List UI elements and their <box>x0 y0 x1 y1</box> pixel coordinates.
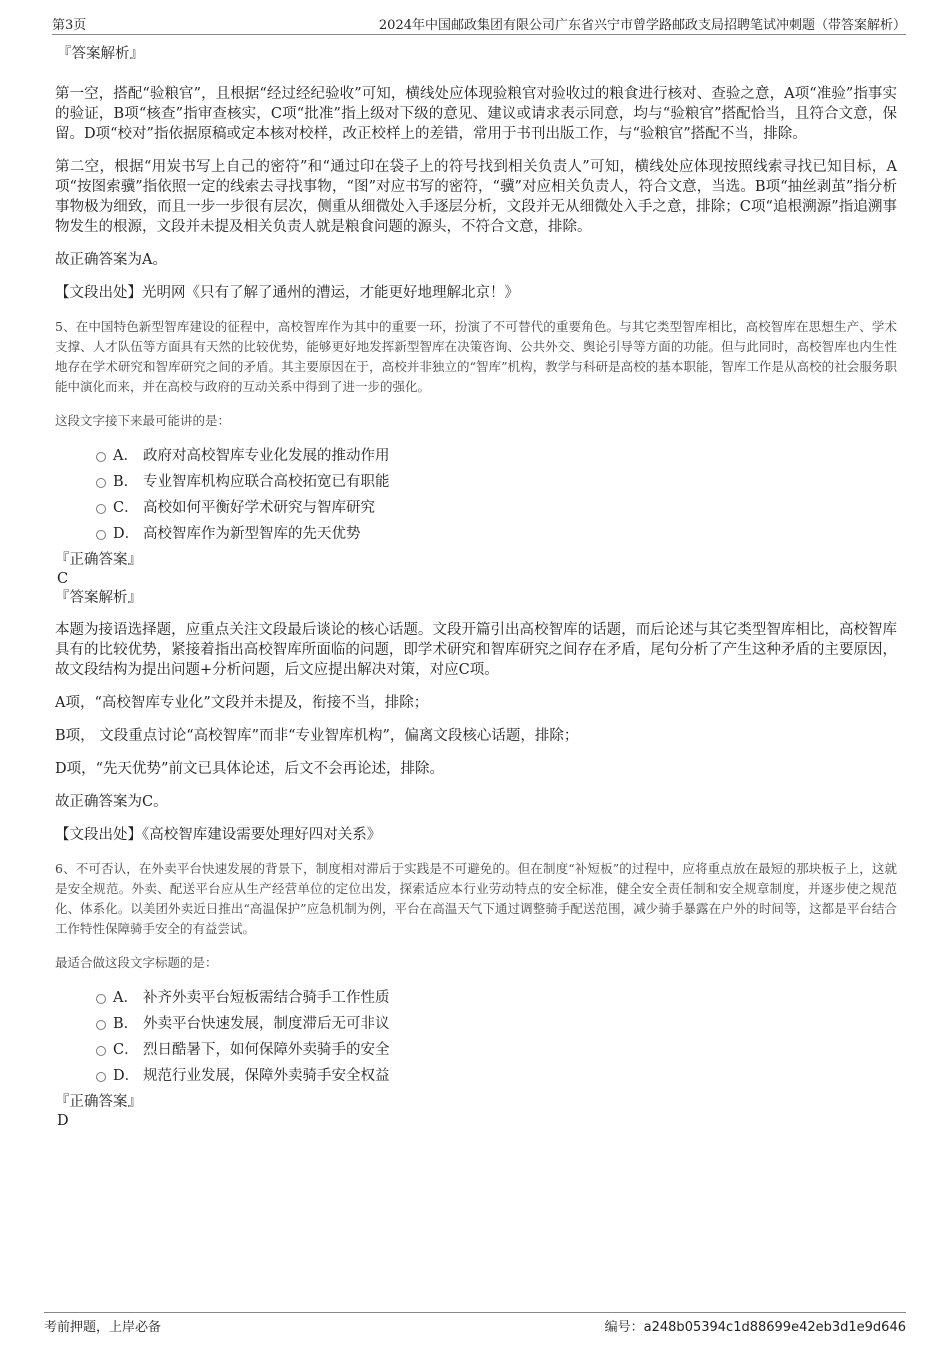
question-6-stem: 6、不可否认，在外卖平台快速发展的背景下，制度相对滞后于实践是不可避免的。但在制度“补短板”的过程中，应将重点放在最短的那块板子上，这就是安全规范。外卖、配送平台应从生产经营单位的定位出发，探索适应本行业劳动特点的安全标准，健全安全责任制和安全规章制度，并逐步使之规范化、体系化。以美团外卖近日推出“高温保护”应急机制为例，平台在高温天气下通过调整骑手配送范围，减少骑手暴露在户外的时间等，这都是平台结合工作特性保障骑手安全的有益尝试。 <box>55 861 897 936</box>
analysis-option-d: D项，“先天优势”前文已具体论述，后文不会再论述，排除。 <box>55 761 444 777</box>
correct-answer-tag: 『正确答案』 <box>55 1094 142 1110</box>
analysis-option-b: B项， 文段重点讨论“高校智库”而非“专业智库机构”，偏离文段核心话题，排除； <box>55 728 579 744</box>
source-citation: 【文段出处】光明网《只有了解了通州的漕运，才能更好地理解北京！》 <box>55 285 519 301</box>
document-code <box>605 1316 906 1335</box>
radio-icon[interactable] <box>96 478 106 488</box>
analysis-tag: 『答案解析』 <box>57 46 144 62</box>
radio-icon[interactable] <box>96 1046 106 1056</box>
option-a[interactable]: A． 政府对高校智库专业化发展的推动作用 <box>55 443 897 469</box>
code-value: a248b05394c1d88699e42eb3d1e9d646 <box>643 1320 906 1335</box>
correct-answer: D <box>57 1113 69 1129</box>
radio-icon[interactable] <box>96 1072 106 1082</box>
question-5-stem: 5、在中国特色新型智库建设的征程中，高校智库作为其中的重要一环，扮演了不可替代的重要角色。与其它类型智库相比，高校智库在思想生产、学术支撑、人才队伍等方面具有天然的比较优势，能够更好地发挥新型智库在决策咨询、公共外交、舆论引导等方面的功能。但与此同时，高校智库也内生性地存在学术研究和智库研究之间的矛盾。其主要原因在于，高校并非独立的“智库”机构，教学与科研是高校的基本职能，智库工作是从高校的社会服务职能中演化而来，并在高校与政府的互动关系中得到了进一步的强化。 <box>55 319 897 394</box>
option-b[interactable]: B． 外卖平台快速发展，制度滞后无可非议 <box>55 1011 897 1037</box>
option-c[interactable]: C． 高校如何平衡好学术研究与智库研究 <box>55 495 897 521</box>
option-d[interactable]: D． 规范行业发展，保障外卖骑手安全权益 <box>55 1063 897 1089</box>
question-6-prompt: 最适合做这段文字标题的是： <box>55 955 218 970</box>
question-5-options <box>55 443 897 547</box>
analysis-paragraph: 本题为接语选择题，应重点关注文段最后谈论的核心话题。文段开篇引出高校智库的话题，而后论述与其它类型智库相比，高校智库具有的比较优势，紧接着指出高校智库所面临的问题，即学术研究和智库研究之间存在矛盾，尾句分析了产生这种矛盾的主要原因，故文段结构为提出问题+分析问题，后文应提出解决对策，对应C项。 <box>55 622 897 678</box>
source-citation: 【文段出处】《高校智库建设需要处理好四对关系》 <box>55 827 382 843</box>
option-b[interactable]: B． 专业智库机构应联合高校拓宽已有职能 <box>55 469 897 495</box>
radio-icon[interactable] <box>96 530 106 540</box>
option-a[interactable]: A． 补齐外卖平台短板需结合骑手工作性质 <box>55 985 897 1011</box>
analysis-option-a: A项，“高校智库专业化”文段并未提及，衔接不当，排除； <box>55 695 429 711</box>
analysis-tag: 『答案解析』 <box>55 590 142 606</box>
code-label: 编号： <box>604 1320 644 1335</box>
radio-icon[interactable] <box>96 452 106 462</box>
document-title: 2024年中国邮政集团有限公司广东省兴宁市曾学路邮政支局招聘笔试冲刺题（带答案解析） <box>378 18 906 33</box>
footer-slogan: 考前押题，上岸必备 <box>44 1320 162 1335</box>
radio-icon[interactable] <box>96 1020 106 1030</box>
question-6-options <box>55 985 897 1089</box>
page-footer <box>44 1312 906 1335</box>
radio-icon[interactable] <box>96 994 106 1004</box>
page-content <box>55 44 897 1131</box>
option-c[interactable]: C． 烈日酷暑下，如何保障外卖骑手的安全 <box>55 1037 897 1063</box>
page-number: 第3页 <box>52 18 87 33</box>
analysis-paragraph: 第一空，搭配“验粮官”，且根据“经过经纪验收”可知，横线处应体现验粮官对验收过的粮食进行核对、查验之意，A项“准验”指事实的验证，B项“核查”指审查核实，C项“批准”指上级对下级的意见、建议或请求表示同意，均与“验粮官”搭配恰当，且符合文意，保留。D项“校对”指依据原稿或定本核对校样，改正校样上的差错，常用于书刊出版工作，与“验粮官”搭配不当，排除。 <box>55 86 897 142</box>
conclusion: 故正确答案为A。 <box>55 252 167 268</box>
analysis-paragraph: 第二空，根据“用炭书写上自己的密符”和“通过印在袋子上的符号找到相关负责人”可知，横线处应体现按照线索寻找已知目标，A项“按图索骥”指依照一定的线索去寻找事物，“图”对应书写的密符，“骥”对应相关负责人，符合文意，当选。B项“抽丝剥茧”指分析事物极为细致，而且一步一步很有层次，侧重从细微处入手逐层分析，文段并无从细微处入手之意，排除；C项“追根溯源”指追溯事物发生的根源，文段并未提及相关负责人就是粮食问题的源头，不符合文意，排除。 <box>55 159 897 235</box>
conclusion: 故正确答案为C。 <box>55 794 168 810</box>
question-5-prompt: 这段文字接下来最可能讲的是： <box>55 413 231 428</box>
radio-icon[interactable] <box>96 504 106 514</box>
option-d[interactable]: D． 高校智库作为新型智库的先天优势 <box>55 521 897 547</box>
correct-answer: C <box>57 571 69 587</box>
page-header <box>52 12 906 35</box>
correct-answer-tag: 『正确答案』 <box>55 552 142 568</box>
